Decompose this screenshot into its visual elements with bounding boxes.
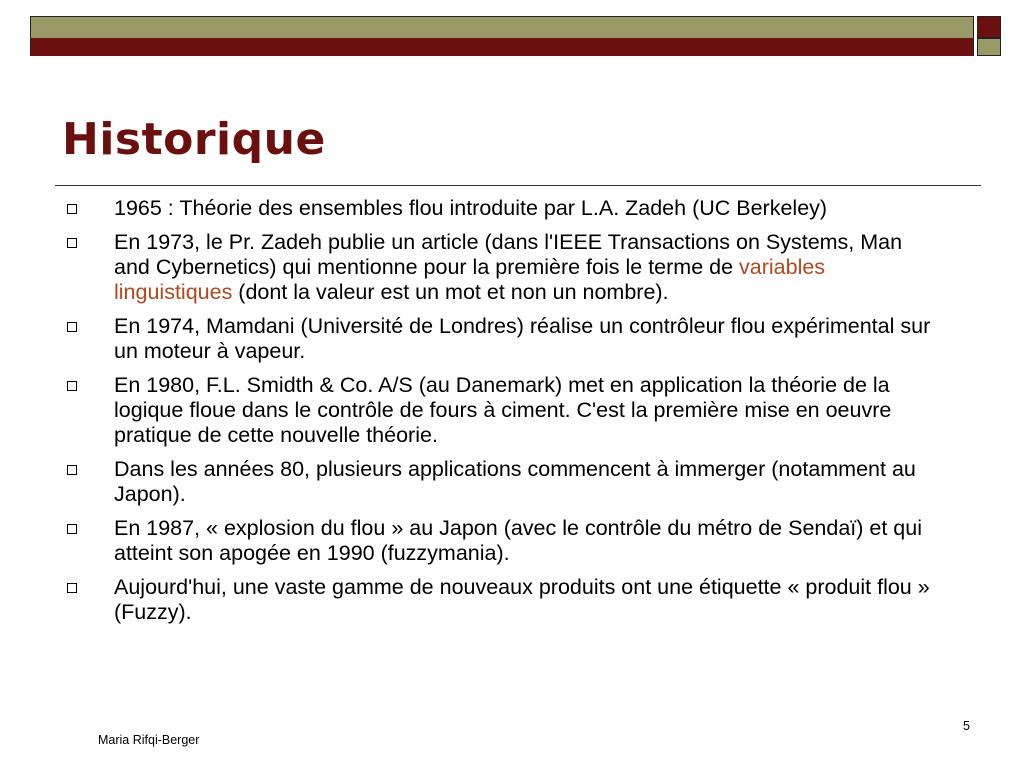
slide-number: 5 bbox=[963, 719, 970, 733]
square-bullet-icon bbox=[67, 322, 77, 332]
bullet-text: Aujourd'hui, une vaste gamme de nouveaux produits ont une étiquette « produit flou » (Fuzzy). bbox=[114, 575, 930, 624]
square-bullet-icon bbox=[67, 238, 77, 248]
header-decoration-bar bbox=[30, 16, 974, 56]
header-corner-olive-block bbox=[977, 38, 1001, 56]
bullet-item bbox=[62, 516, 942, 566]
slide-title: Historique bbox=[62, 114, 326, 165]
bullet-item bbox=[62, 196, 942, 221]
header-bar-olive-stripe bbox=[31, 17, 973, 38]
square-bullet-icon bbox=[67, 204, 77, 214]
bullet-item bbox=[62, 230, 942, 305]
bullet-item bbox=[62, 314, 942, 364]
square-bullet-icon bbox=[67, 381, 77, 391]
bullet-list bbox=[62, 196, 942, 634]
bullet-text: En 1987, « explosion du flou » au Japon (avec le contrôle du métro de Sendaï) et qui atteint son apogée en 1990 (fuzzymania). bbox=[114, 516, 922, 565]
footer-author: Maria Rifqi-Berger bbox=[98, 733, 200, 747]
square-bullet-icon bbox=[67, 524, 77, 534]
bullet-item bbox=[62, 575, 942, 625]
bullet-item bbox=[62, 457, 942, 507]
bullet-text: En 1980, F.L. Smidth & Co. A/S (au Danemark) met en application la théorie de la logique floue dans le contrôle de fours à ciment. C'est la première mise en oeuvre pratique de cette nouvelle théorie. bbox=[114, 373, 892, 447]
bullet-text: Dans les années 80, plusieurs applications commencent à immerger (notamment au Japon). bbox=[114, 457, 916, 506]
header-corner-maroon-block bbox=[977, 16, 1001, 38]
title-divider bbox=[55, 185, 981, 186]
square-bullet-icon bbox=[67, 583, 77, 593]
header-bar-maroon-stripe bbox=[31, 38, 973, 56]
bullet-text-before: En 1973, le Pr. Zadeh publie un article (dans l'IEEE Transactions on Systems, Man and Cybernetics) qui mentionne pour la première fois le terme de bbox=[114, 230, 903, 279]
square-bullet-icon bbox=[67, 465, 77, 475]
bullet-item bbox=[62, 373, 942, 448]
bullet-text: En 1974, Mamdani (Université de Londres) réalise un contrôleur flou expérimental sur un moteur à vapeur. bbox=[114, 314, 931, 363]
highlighted-term: variables linguistiques bbox=[114, 255, 826, 304]
bullet-text-after: (dont la valeur est un mot et non un nombre). bbox=[232, 280, 669, 304]
bullet-text: 1965 : Théorie des ensembles flou introduite par L.A. Zadeh (UC Berkeley) bbox=[114, 196, 828, 220]
